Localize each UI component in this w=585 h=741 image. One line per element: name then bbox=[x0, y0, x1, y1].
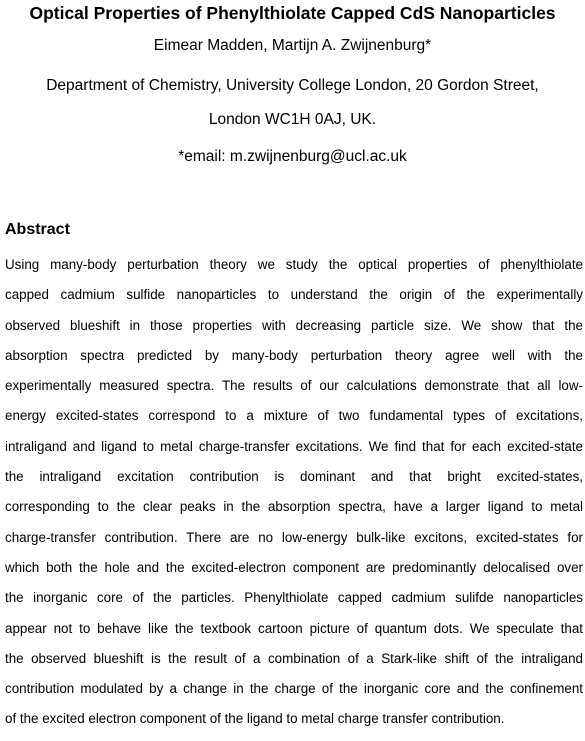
abstract-line: Using many-body perturbation theory we study the optical properties of phenylthiolate bbox=[5, 257, 583, 272]
abstract-line: the inorganic core of the particles. Phenylthiolate capped cadmium sulifde nanoparticles bbox=[5, 590, 583, 606]
corresponding-email: *email: m.zwijnenburg@ucl.ac.uk bbox=[178, 148, 407, 165]
abstract-line: absorption spectra predicted by many-body perturbation theory agree well with the bbox=[5, 347, 583, 363]
abstract-line: the observed blueshift is the result of a combination of a Stark-like shift of the intraligand bbox=[5, 650, 583, 666]
abstract-line: which both the hole and the excited-electron component are predominantly delocalised over bbox=[5, 559, 583, 575]
abstract-line: contribution modulated by a change in the charge of the inorganic core and the confinement bbox=[5, 681, 583, 697]
abstract-line: the intraligand excitation contribution is dominant and that bright excited-states, bbox=[5, 469, 583, 485]
abstract-line: intraligand and ligand to metal charge-transfer excitations. We find that for each excited-state bbox=[5, 438, 583, 454]
abstract-line: corresponding to the clear peaks in the absorption spectra, have a larger ligand to metal bbox=[5, 499, 583, 515]
author-list: Eimear Madden, Martijn A. Zwijnenburg* bbox=[153, 37, 432, 54]
affiliation-line-2: London WC1H 0AJ, UK. bbox=[208, 111, 377, 128]
abstract-line: experimentally measured spectra. The results of our calculations demonstrate that all low- bbox=[5, 378, 583, 394]
abstract-body bbox=[5, 256, 583, 741]
abstract-line: capped cadmium sulfide nanoparticles to understand the origin of the experimentally bbox=[5, 287, 583, 303]
paper-title: Optical Properties of Phenylthiolate Capped CdS Nanoparticles bbox=[29, 3, 556, 23]
affiliation-line-1: Department of Chemistry, University College London, 20 Gordon Street, bbox=[46, 77, 539, 94]
abstract-line: charge-transfer contribution. There are no low-energy bulk-like excitons, excited-states for bbox=[5, 529, 583, 545]
abstract-line: appear not to behave like the textbook cartoon picture of quantum dots. We speculate that bbox=[5, 620, 583, 636]
abstract-line: energy excited-states correspond to a mixture of two fundamental types of excitations, bbox=[5, 408, 583, 424]
abstract-heading: Abstract bbox=[5, 221, 70, 238]
abstract-line: of the excited electron component of the ligand to metal charge transfer contribution. bbox=[5, 711, 505, 727]
abstract-line: observed blueshift in those properties with decreasing particle size. We show that the bbox=[5, 317, 583, 333]
